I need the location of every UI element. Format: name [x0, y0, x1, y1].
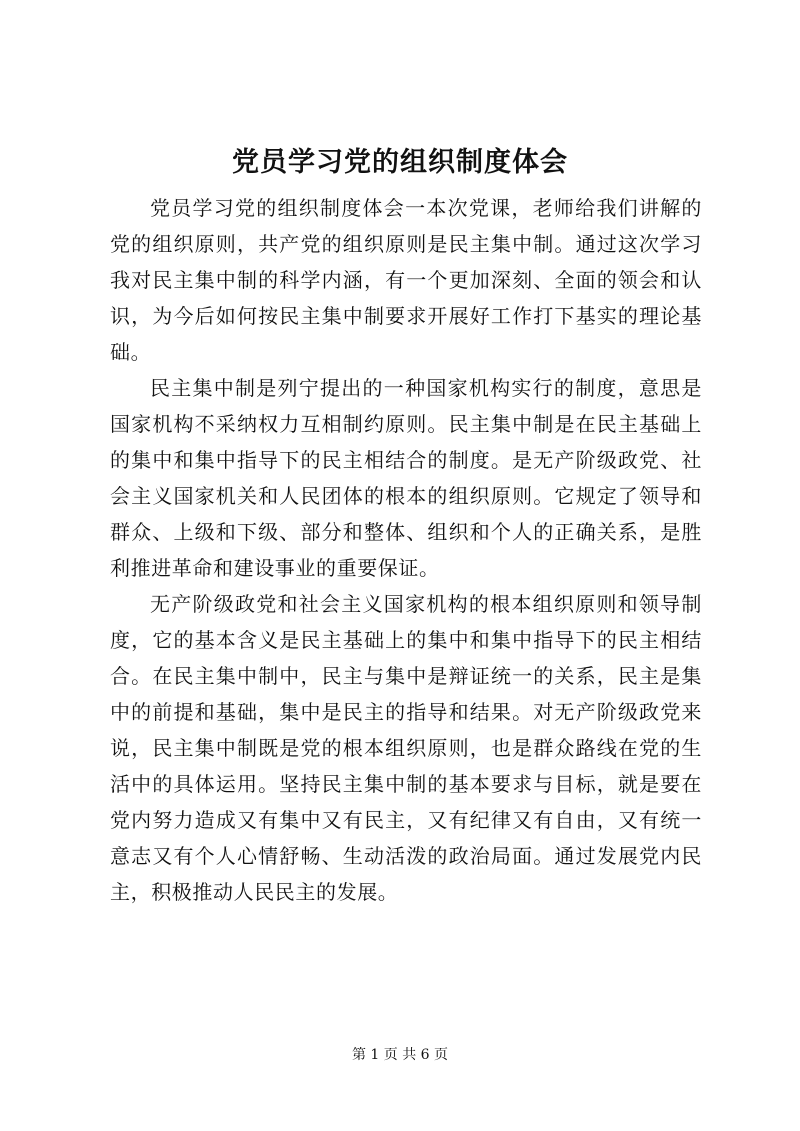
- document-title: 党员学习党的组织制度体会: [232, 147, 568, 178]
- document-body: [110, 190, 702, 910]
- paragraph-1: 党员学习党的组织制度体会一本次党课，老师给我们讲解的党的组织原则，共产党的组织原则是民主集中制。通过这次学习我对民主集中制的科学内涵，有一个更加深刻、全面的领会和认识，为今后如何按民主集中制要求开展好工作打下基实的理论基础。: [110, 196, 702, 364]
- page-number-footer: 第 1 页 共 6 页: [351, 1047, 449, 1063]
- paragraph-2: 民主集中制是列宁提出的一种国家机构实行的制度，意思是国家机构不采纳权力互相制约原则。民主集中制是在民主基础上的集中和集中指导下的民主相结合的制度。是无产阶级政党、社会主义国家机关和人民团体的根本的组织原则。它规定了领导和群众、上级和下级、部分和整体、组织和个人的正确关系，是胜利推进革命和建设事业的重要保证。: [110, 376, 702, 580]
- paragraph-3: 无产阶级政党和社会主义国家机构的根本组织原则和领导制度，它的基本含义是民主基础上的集中和集中指导下的民主相结合。在民主集中制中，民主与集中是辩证统一的关系，民主是集中的前提和基础，集中是民主的指导和结果。对无产阶级政党来说，民主集中制既是党的根本组织原则，也是群众路线在党的生活中的具体运用。坚持民主集中制的基本要求与目标，就是要在党内努力造成又有集中又有民主，又有纪律又有自由，又有统一意志又有个人心情舒畅、生动活泼的政治局面。通过发展党内民主，积极推动人民民主的发展。: [110, 592, 702, 904]
